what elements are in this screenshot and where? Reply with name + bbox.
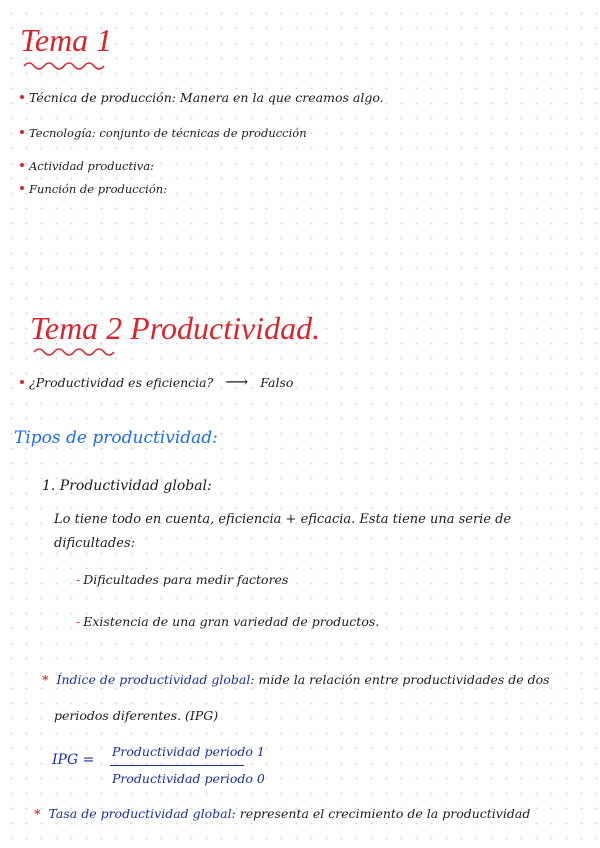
star-icon: * [34,806,41,821]
ipg-definition-line-2: periodos diferentes. (IPG) [54,708,219,723]
bullet-dot [20,95,24,99]
sub-heading-global: 1. Productividad global: [42,478,212,494]
ipg-numerator: Productividad periodo 1 [112,744,265,759]
tema1-item-3: Actividad productiva: [20,159,154,173]
ipg-definition-line-1 [42,672,550,687]
tema1-title: Tema 1 [20,22,113,58]
bullet-dot [20,186,24,190]
tema1-item-1: Técnica de producción: Manera en la que creamos algo. [20,90,384,105]
question-text: ¿Productividad es eficiencia? [29,375,214,390]
ipg-formula-lhs: IPG = [52,752,95,768]
tema1-underline-squiggle [22,60,112,72]
tipos-heading: Tipos de productividad: [14,428,218,448]
tema2-title: Tema 2 Productividad. [30,310,321,346]
bullet-dot [20,163,24,167]
tema1-item-4: Función de producción: [20,182,167,196]
arrow-right-icon: ⟶ [225,372,249,391]
ipg-definition-text: : mide la relación entre productividades de dos [250,672,550,687]
tasa-definition-text: : representa el crecimiento de la productividad [231,806,531,821]
star-icon: * [42,672,49,687]
description-line-1: Lo tiene todo en cuenta, eficiencia + eficacia. Esta tiene una serie de [54,512,512,527]
tema2-question-line [20,372,293,391]
ipg-denominator: Productividad periodo 0 [112,771,265,786]
tema2-underline-squiggle [32,346,124,358]
dash-item-1: - Dificultades para medir factores [76,572,289,587]
ipg-fraction-bar [110,765,244,766]
tasa-label: Tasa de productividad global [48,806,232,821]
dash-marker: - [76,614,81,629]
answer-text: Falso [260,375,294,390]
description-line-2: dificultades: [54,536,136,551]
dash-item-2: - Existencia de una gran variedad de productos. [76,614,380,629]
tema1-item-2: Tecnología: conjunto de técnicas de producción [20,126,307,140]
tasa-definition-line [34,806,530,821]
bullet-dot [20,130,24,134]
bullet-dot [20,380,24,384]
ipg-label: Índice de productividad global [56,672,251,687]
dash-marker: - [76,572,81,587]
